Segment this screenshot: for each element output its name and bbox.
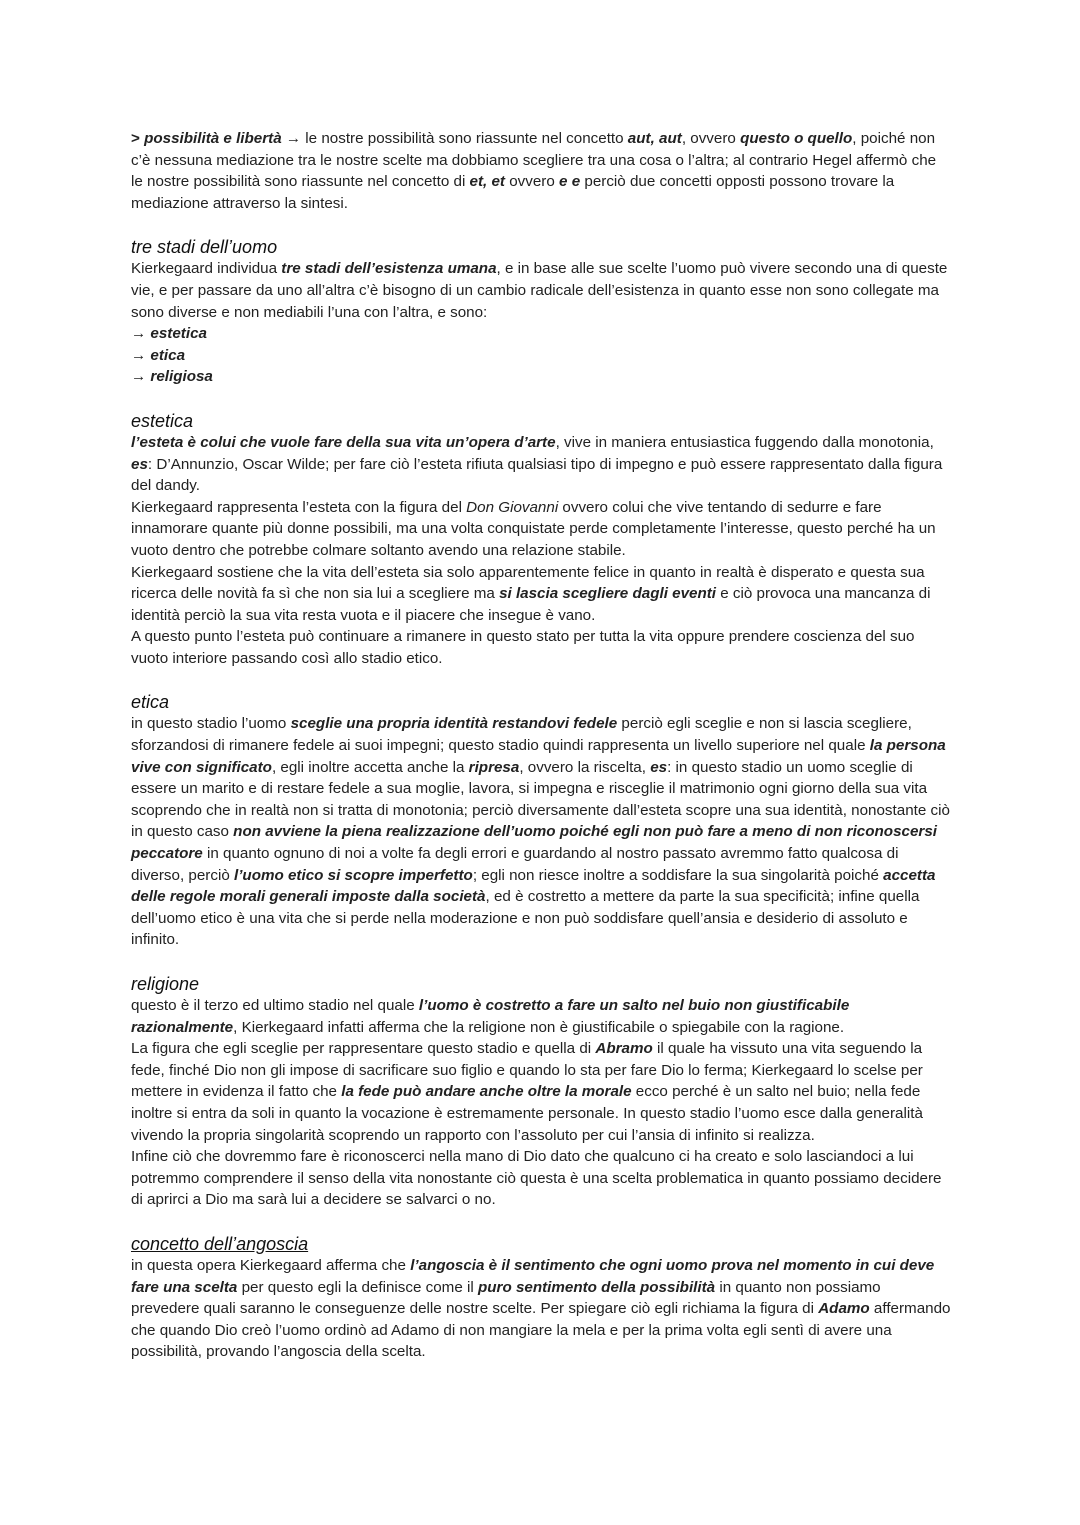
section-tre-stadi	[131, 236, 951, 388]
text-run: ecco perché è un salto nel buio; nella fede inoltre si entra da soli in quanto la vocazione è estremamente personale. In questo stadio l’uomo esce dalla generalità vivendo la propria singolarità scoprendo un rapporto con l’assoluto per cui l’ansia di infinito si realizza.	[131, 1083, 923, 1144]
text-run: , ovvero	[681, 130, 741, 147]
text-run: → le nostre possibilità sono riassunte nel concetto	[281, 130, 628, 147]
text-run: , Kierkegaard infatti afferma che la religione non è giustificabile o spiegabile con la ragione.	[233, 1018, 845, 1036]
text-run: l’uomo etico si scopre imperfetto	[233, 866, 473, 884]
text-run: es	[650, 758, 668, 776]
text-run: l’angoscia è il sentimento che ogni uomo prova nel momento in cui deve fare una scelta	[131, 1256, 935, 1296]
text-run: , ed è costretto a mettere da parte la sua specificità; infine quella dell’uomo etico è una vita che si perde nella moderazione e non può soddisfare quell’ansia e desiderio di assoluto e infinito.	[131, 888, 920, 949]
text-run: possibilità e libertà	[144, 130, 282, 147]
text-run: Don Giovanni	[466, 498, 559, 516]
section-heading: concetto dell’angoscia	[131, 1233, 309, 1254]
text-run: perciò egli sceglie e non si lascia scegliere, sforzandosi di rimanere fedele ai suoi impegni; questo stadio quindi rappresenta un livello superiore nel quale	[131, 715, 912, 755]
section-angoscia	[131, 1233, 951, 1363]
stages-list	[131, 323, 951, 388]
text-run: , poiché non c’è nessuna mediazione tra le nostre scelte ma dobbiamo scegliere tra una cosa o l’altra; al contrario Hegel affermò che le nostre possibilità sono riassunte nel concetto di	[131, 130, 937, 191]
text-run: si lascia scegliere dagli eventi	[499, 585, 717, 603]
section-heading: etica	[131, 692, 170, 713]
section-body	[131, 1255, 951, 1363]
text-run: ; egli non riesce inoltre a soddisfare la sua singolarità poiché	[472, 866, 884, 884]
list-item: → etica	[131, 346, 186, 364]
text-run: ovvero	[505, 173, 560, 191]
text-run: per questo egli la definisce come il	[237, 1278, 478, 1296]
text-run: Infine ciò che dovremmo fare è riconoscerci nella mano di Dio dato che qualcuno ci ha creato e solo lasciandoci a lui potremmo comprendere il senso della vita nonostante ciò questa è una scelta problematica in quanto possiamo decidere di aprirci a Dio ma sarà lui a decidere se salvarci o no.	[131, 1148, 942, 1209]
text-run: aut, aut	[627, 130, 682, 147]
text-run: sceglie una propria identità restandovi fedele	[290, 715, 618, 733]
text-run: l’uomo è costretto a fare un salto nel buio non giustificabile razionalmente	[131, 997, 850, 1036]
text-run: et, et	[469, 173, 505, 191]
section-paragraph	[131, 626, 951, 669]
section-paragraph	[131, 497, 951, 562]
text-run: in questo stadio l’uomo	[131, 715, 291, 733]
text-run: l’esteta è colui che vuole fare della sua vita un’opera d’arte	[131, 433, 556, 451]
text-run: la fede può andare anche oltre la morale	[341, 1083, 632, 1101]
text-run: , vive in maniera entusiastica fuggendo dalla monotonia,	[555, 433, 934, 451]
text-run: : D’Annunzio, Oscar Wilde; per fare ciò l’esteta rifiuta qualsiasi tipo di impegno e può essere rappresentato dalla figura del dandy.	[131, 455, 943, 495]
text-run: : in questo stadio un uomo sceglie di essere un marito e di restare fedele a sua moglie, lavora, si impegna e risceglie il matrimonio ogni giorno della sua vita scoprendo che in realtà non si tratta di monotonia; perciò diversamente dall’esteta scopre una sua identità, nonostante ciò in questo caso	[131, 758, 950, 841]
text-run: questo è il terzo ed ultimo stadio nel quale	[131, 997, 419, 1014]
text-run: non avviene la piena realizzazione dell’uomo poiché egli non può fare a meno di non riconoscersi peccatore	[131, 823, 938, 863]
text-run: Kierkegaard individua	[131, 260, 282, 278]
section-paragraph	[131, 562, 951, 627]
text-run: es	[131, 455, 148, 473]
section-estetica	[131, 410, 951, 670]
text-run: Kierkegaard rappresenta l’esteta con la figura del	[131, 498, 467, 516]
section-religione	[131, 973, 951, 1211]
section-paragraph	[131, 995, 951, 1038]
section-etica	[131, 691, 951, 951]
section-heading: religione	[131, 974, 200, 994]
text-run: Adamo	[818, 1300, 870, 1318]
section-paragraph	[131, 1146, 951, 1211]
text-run: Abramo	[595, 1040, 653, 1058]
text-run: puro sentimento della possibilità	[477, 1278, 716, 1296]
list-item: → religiosa	[131, 368, 213, 386]
text-run: il quale ha vissuto una vita seguendo la fede, finché Dio non gli impose di sacrificare suo figlio e quando lo sta per fare Dio lo ferma; Kierkegaard lo scelse per mettere in evidenza il fatto che	[131, 1040, 923, 1101]
text-run: la persona vive con significato	[131, 737, 946, 776]
text-run: >	[131, 130, 145, 147]
section-paragraph	[131, 1038, 951, 1146]
text-run: Kierkegaard sostiene che la vita dell’esteta sia solo apparentemente felice in quanto in realtà è disperato e questa sua ricerca delle novità fa sì che non sia lui a scegliere ma	[131, 563, 925, 603]
text-run: ripresa	[468, 758, 520, 776]
text-run: perciò due concetti opposti possono trovare la mediazione attraverso la sintesi.	[131, 173, 895, 212]
section-body	[131, 713, 951, 951]
list-item: → estetica	[131, 325, 207, 343]
section-body	[131, 258, 951, 323]
intro-paragraph	[131, 128, 951, 214]
text-run: , ovvero la riscelta,	[519, 758, 651, 776]
text-run: affermando che quando Dio creò l’uomo ordinò ad Adamo di non mangiare la mela e per la prima volta egli sentì di avere una possibilità, provando l’angoscia della scelta.	[131, 1300, 951, 1361]
section-heading: estetica	[131, 410, 194, 431]
text-run: questo o quello	[740, 130, 853, 147]
text-run: in questa opera Kierkegaard afferma che	[131, 1256, 411, 1274]
text-run: in quanto ognuno di noi a volte fa degli errori e guardando al nostro passato avremmo fatto qualcosa di diverso, perciò	[131, 845, 899, 884]
text-run: , e in base alle sue scelte l’uomo può vivere secondo una di queste vie, e per passare da uno all’altra c’è bisogno di un cambio radicale dell’esistenza in quanto esse non sono collegate ma sono diverse e non mediabili l’una con l’altra, e sono:	[131, 260, 948, 321]
text-run: in quanto non possiamo prevedere quali saranno le conseguenze delle nostre scelte. Per spiegare ciò egli richiama la figura di	[131, 1278, 881, 1318]
text-run: e e	[559, 173, 581, 191]
text-run: ovvero colui che vive tentando di sedurre e fare innamorare quante più donne possibili, ma una volta conquistate perde completamente l’interesse, questo perché ha un vuoto dentro che potrebbe colmare soltanto avendo una relazione stabile.	[131, 498, 936, 559]
text-run: e ciò provoca una mancanza di identità perciò la sua vita resta vuota e il piacere che insegue è vano.	[131, 585, 931, 624]
section-heading: tre stadi dell’uomo	[131, 237, 278, 258]
section-paragraph	[131, 432, 951, 497]
text-run: , egli inoltre accetta anche la	[271, 758, 469, 776]
document-page	[131, 128, 951, 1363]
text-run: accetta delle regole morali generali imposte dalla società	[131, 866, 936, 906]
text-run: A questo punto l’esteta può continuare a rimanere in questo stato per tutta la vita oppure prendere coscienza del suo vuoto interiore passando così allo stadio etico.	[131, 628, 915, 667]
text-run: tre stadi dell’esistenza umana	[281, 260, 497, 278]
text-run: La figura che egli sceglie per rappresentare questo stadio e quella di	[131, 1040, 596, 1058]
